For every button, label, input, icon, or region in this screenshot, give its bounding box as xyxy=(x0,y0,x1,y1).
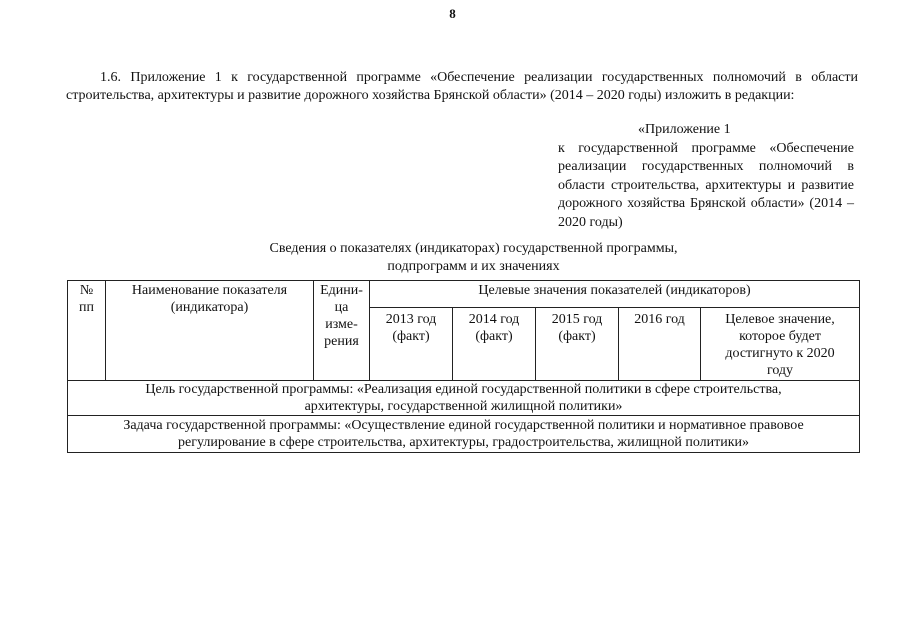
table-title xyxy=(0,240,905,276)
table-title-line1: Сведения о показателях (индикаторах) государственной программы, xyxy=(269,241,678,256)
page-number: 8 xyxy=(449,6,456,21)
table-header-row xyxy=(68,281,860,308)
task-row xyxy=(68,416,860,453)
amendment-paragraph xyxy=(66,69,858,105)
appendix-header xyxy=(558,121,854,232)
header-number: № пп xyxy=(68,281,106,381)
appendix-subtitle: к государственной программе «Обеспечение реализации государственных полномочий в области строительства, архитектуры и развитие дорожного хозяйства Брянской области» (2014 – 2020 годы) xyxy=(558,140,854,230)
header-2014: 2014 год (факт) xyxy=(453,308,536,381)
indicators-table xyxy=(67,280,860,453)
header-indicator-name: Наименование показателя (индикатора) xyxy=(106,281,314,381)
header-2015: 2015 год (факт) xyxy=(536,308,619,381)
header-2016: 2016 год xyxy=(619,308,701,381)
header-unit: Едини-ца изме-рения xyxy=(314,281,370,381)
header-target-2020: Целевое значение, которое будет достигнуто к 2020 году xyxy=(701,308,860,381)
goal-row xyxy=(68,381,860,416)
amendment-text: 1.6. Приложение 1 к государственной программе «Обеспечение реализации государственных полномочий в области строительства, архитектуры и развитие дорожного хозяйства Брянской области» (2014 – 2020 годы) изложить в редакции: xyxy=(66,70,858,103)
header-2013: 2013 год (факт) xyxy=(370,308,453,381)
table-title-line2: подпрограмм и их значениях xyxy=(387,259,560,274)
task-cell: Задача государственной программы: «Осуществление единой государственной политики и нормативное правовое регулирование в сфере строительства, архитектуры, градостроительства, жилищной политики» xyxy=(68,416,860,453)
goal-cell: Цель государственной программы: «Реализация единой государственной политики в сфере строительства, архитектуры, государственной жилищной политики» xyxy=(68,381,860,416)
appendix-title: «Приложение 1 xyxy=(638,122,731,137)
header-target-values-group: Целевые значения показателей (индикаторов) xyxy=(370,281,860,308)
